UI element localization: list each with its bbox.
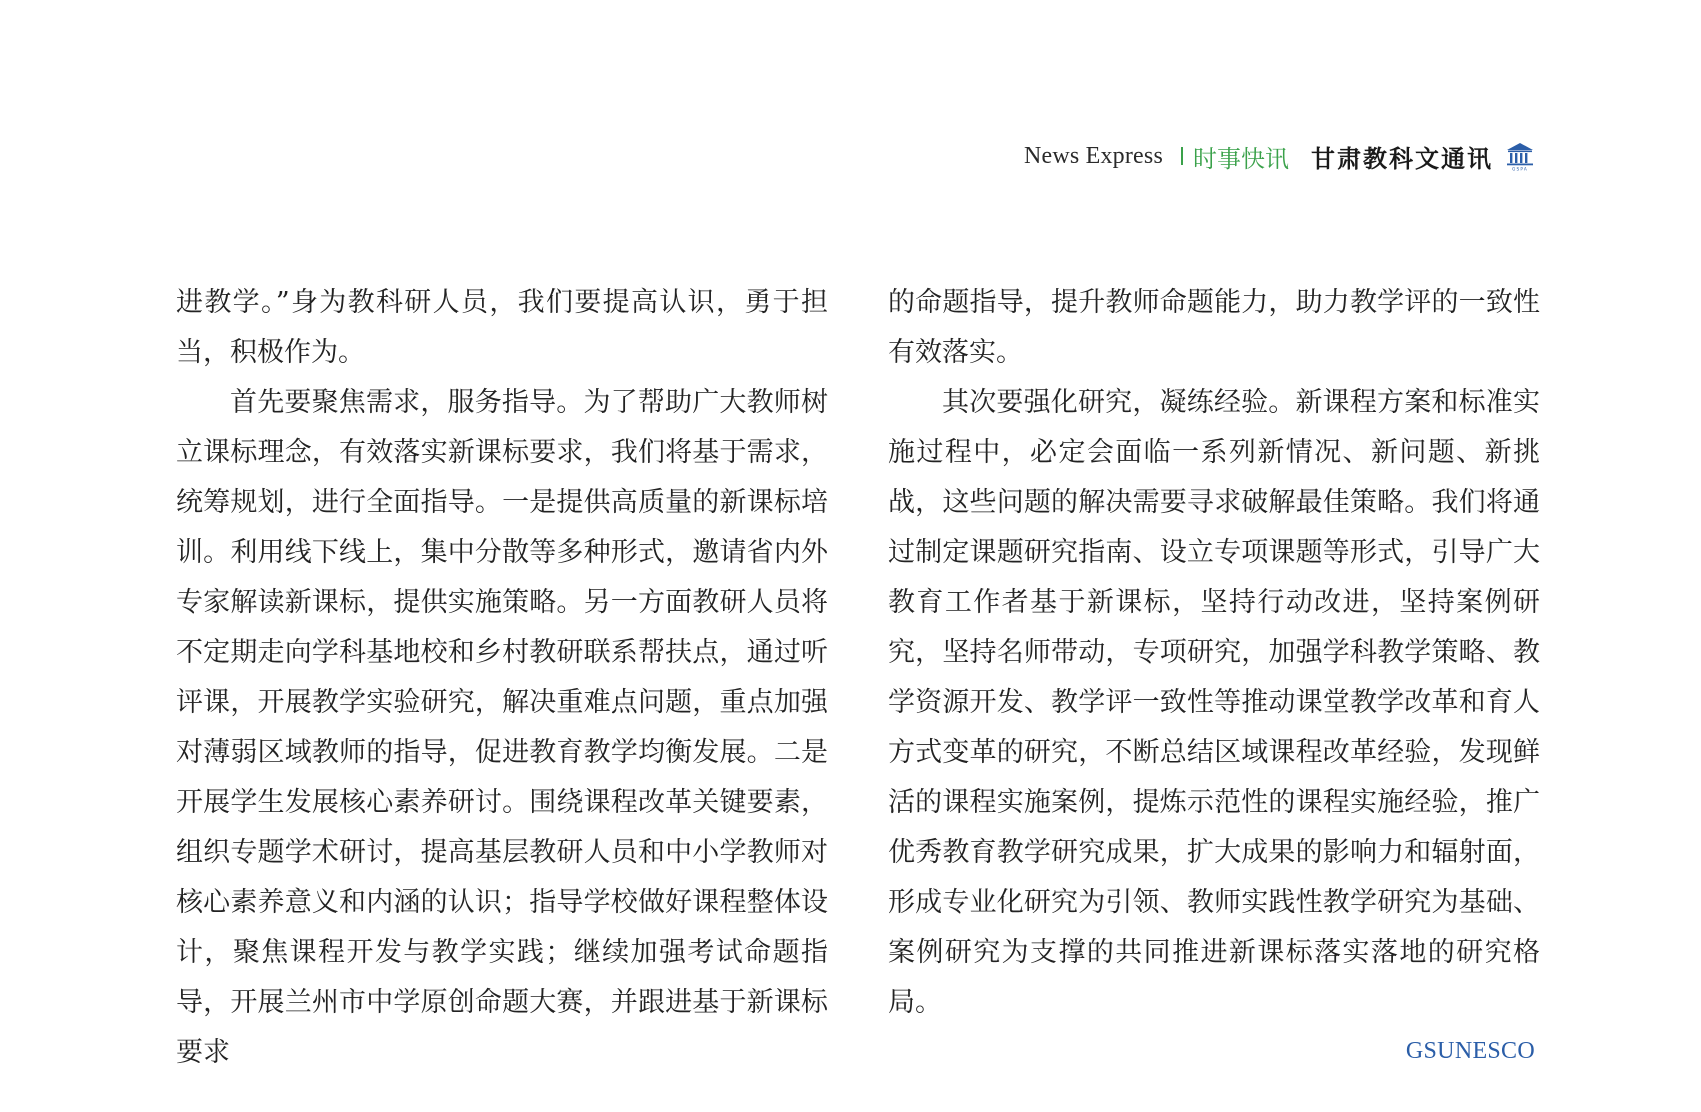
- right-column: [888, 278, 1540, 1028]
- page-header: [1024, 136, 1535, 176]
- temple-logo-icon: [1505, 141, 1535, 171]
- header-english-title: News Express: [1023, 142, 1163, 169]
- left-column: [176, 278, 828, 1078]
- header-section-title: 时事快讯: [1193, 144, 1289, 173]
- right-paragraph-1: 的命题指导，提升教师命题能力，助力教学评的一致性有效落实。: [888, 287, 1540, 368]
- right-paragraph-2: 其次要强化研究，凝练经验。新课程方案和标准实施过程中，必定会面临一系列新情况、新问题、新挑战，这些问题的解决需要寻求破解最佳策略。我们将通过制定课题研究指南、设立专项课题等形式，引导广大教育工作者基于新课标，坚持行动改进，坚持案例研究，坚持名师带动，专项研究，加强学科教学策略、教学资源开发、教学评一致性等推动课堂教学改革和育人方式变革的研究，不断总结区域课程改革经验，发现鲜活的课程实施案例，提炼示范性的课程实施经验，推广优秀教育教学研究成果，扩大成果的影响力和辐射面，形成专业化研究为引领、教师实践性教学研究为基础、案例研究为支撑的共同推进新课标落实落地的研究格局。: [888, 387, 1540, 1018]
- header-publication-name: 甘肃教科文通讯: [1311, 143, 1493, 173]
- left-paragraph-2: 首先要聚焦需求，服务指导。为了帮助广大教师树立课标理念，有效落实新课标要求，我们将基于需求，统筹规划，进行全面指导。一是提供高质量的新课标培训。利用线下线上，集中分散等多种形式，邀请省内外专家解读新课标，提供实施策略。另一方面教研人员将不定期走向学科基地校和乡村教研联系帮扶点，通过听评课，开展教学实验研究，解决重难点问题，重点加强对薄弱区域教师的指导，促进教育教学均衡发展。二是开展学生发展核心素养研讨。围绕课程改革关键要素，组织专题学术研讨，提高基层教研人员和中小学教师对核心素养意义和内涵的认识；指导学校做好课程整体设计，聚焦课程开发与教学实践；继续加强考试命题指导，开展兰州市中学原创命题大赛，并跟进基于新课标要求: [176, 387, 828, 1068]
- left-paragraph-1: 进教学。”身为教科研人员，我们要提高认识，勇于担当，积极作为。: [176, 287, 828, 368]
- logo-caption: GSPA: [1512, 166, 1528, 171]
- footer-brand-mark: GSUNESCO: [1405, 1038, 1535, 1064]
- header-separator: [1181, 147, 1183, 165]
